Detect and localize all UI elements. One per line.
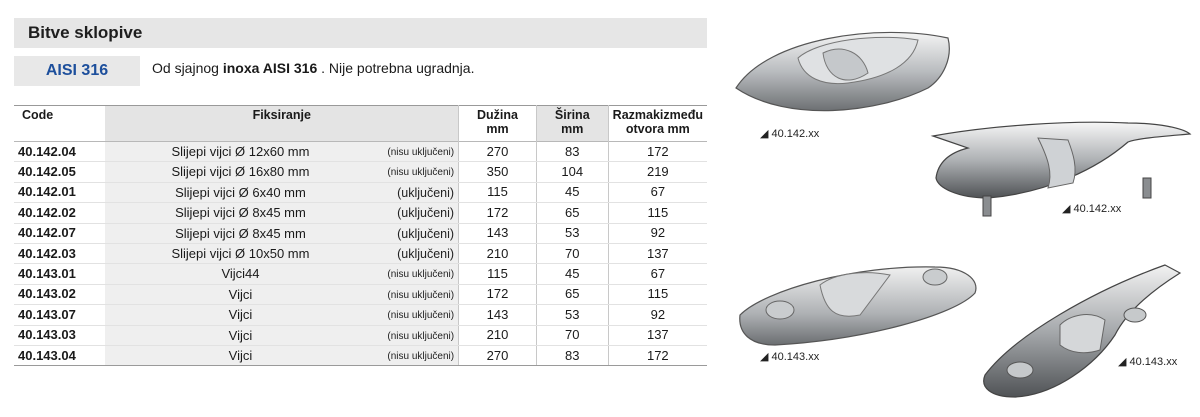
cleat-photo-top-right xyxy=(928,98,1198,243)
fixing-note: (uključeni) xyxy=(397,206,455,221)
description-prefix: Od sjajnog xyxy=(152,60,223,76)
cell-sirina: 45 xyxy=(536,264,608,284)
cell-razmak: 219 xyxy=(608,162,707,182)
cell-duzina: 270 xyxy=(459,142,537,162)
table-row xyxy=(14,284,707,304)
cell-code: 40.143.01 xyxy=(14,264,105,284)
cell-code: 40.143.03 xyxy=(14,325,105,345)
cell-code: 40.142.05 xyxy=(14,162,105,182)
fixing-note: (nisu uključeni) xyxy=(387,350,455,362)
header-duzina: Dužina mm xyxy=(459,106,537,142)
cell-duzina: 115 xyxy=(459,264,537,284)
cell-sirina: 53 xyxy=(536,305,608,325)
material-badge: AISI 316 xyxy=(14,56,140,86)
caption-top-right: ◢ 40.142.xx xyxy=(1062,203,1122,215)
table-header-row xyxy=(14,106,707,142)
cell-fiksiranje xyxy=(105,345,458,365)
spec-table xyxy=(14,105,707,366)
cell-razmak: 67 xyxy=(608,264,707,284)
caption-bottom-left-text: 40.143.xx xyxy=(771,351,820,363)
cell-sirina: 65 xyxy=(536,203,608,223)
caption-bottom-left: ◢ 40.143.xx xyxy=(760,351,820,363)
cell-razmak: 67 xyxy=(608,182,707,202)
cell-code: 40.142.01 xyxy=(14,182,105,202)
fixing-note: (uključeni) xyxy=(397,226,455,241)
cell-duzina: 350 xyxy=(459,162,537,182)
header-sirina: Širina mm xyxy=(536,106,608,142)
fixing-note: (nisu uključeni) xyxy=(387,330,455,342)
cleat-photo-bottom-right xyxy=(975,255,1195,405)
cell-sirina: 65 xyxy=(536,284,608,304)
table-row xyxy=(14,264,707,284)
cell-duzina: 270 xyxy=(459,345,537,365)
header-code: Code xyxy=(14,106,105,142)
fixing-description: Vijci xyxy=(228,347,253,363)
cell-code: 40.143.02 xyxy=(14,284,105,304)
product-description xyxy=(152,60,474,76)
cell-razmak: 172 xyxy=(608,142,707,162)
fixing-description: Slijepi vijci Ø 12x60 mm xyxy=(171,144,310,159)
cell-fiksiranje xyxy=(105,325,458,345)
fixing-description: Slijepi vijci Ø 10x50 mm xyxy=(171,245,310,261)
cell-fiksiranje xyxy=(105,284,458,304)
section-title: Bitve sklopive xyxy=(28,23,143,42)
cell-code: 40.142.07 xyxy=(14,223,105,243)
cell-sirina: 53 xyxy=(536,223,608,243)
fixing-description: Slijepi vijci Ø 16x80 mm xyxy=(171,164,310,180)
cell-sirina: 83 xyxy=(536,142,608,162)
table-row xyxy=(14,142,707,162)
fixing-description: Slijepi vijci Ø 6x40 mm xyxy=(175,184,306,200)
cell-fiksiranje xyxy=(105,305,458,325)
fixing-description: Vijci xyxy=(228,286,253,302)
cell-fiksiranje xyxy=(105,142,458,162)
table-row xyxy=(14,325,707,345)
fixing-note: (nisu uključeni) xyxy=(387,147,455,158)
cell-razmak: 172 xyxy=(608,345,707,365)
description-suffix: . Nije potrebna ugradnja. xyxy=(317,60,475,76)
cell-duzina: 115 xyxy=(459,182,537,202)
table-row xyxy=(14,243,707,263)
caption-top-right-text: 40.142.xx xyxy=(1073,203,1122,215)
cell-fiksiranje xyxy=(105,223,458,243)
cell-sirina: 70 xyxy=(536,243,608,263)
caption-bottom-right-text: 40.143.xx xyxy=(1129,356,1178,368)
table-row xyxy=(14,182,707,202)
fixing-note: (nisu uključeni) xyxy=(387,167,455,179)
caption-top-left-text: 40.142.xx xyxy=(771,128,820,140)
cleat-photo-top-left xyxy=(728,18,958,133)
fixing-description: Vijci xyxy=(228,307,253,323)
fixing-note: (nisu uključeni) xyxy=(387,310,455,322)
cell-sirina: 83 xyxy=(536,345,608,365)
header-fiksiranje: Fiksiranje xyxy=(105,106,458,142)
cell-duzina: 143 xyxy=(459,305,537,325)
table-row xyxy=(14,305,707,325)
cell-code: 40.143.07 xyxy=(14,305,105,325)
cell-duzina: 172 xyxy=(459,203,537,223)
cell-razmak: 115 xyxy=(608,203,707,223)
cell-fiksiranje xyxy=(105,182,458,202)
cell-fiksiranje xyxy=(105,243,458,263)
cell-code: 40.142.03 xyxy=(14,243,105,263)
cell-razmak: 92 xyxy=(608,305,707,325)
cell-code: 40.143.04 xyxy=(14,345,105,365)
cell-duzina: 210 xyxy=(459,243,537,263)
cell-razmak: 137 xyxy=(608,243,707,263)
cell-sirina: 104 xyxy=(536,162,608,182)
fixing-note: (nisu uključeni) xyxy=(387,269,455,281)
cell-sirina: 70 xyxy=(536,325,608,345)
fixing-note: (nisu uključeni) xyxy=(387,289,455,301)
cell-code: 40.142.02 xyxy=(14,203,105,223)
fixing-note: (uključeni) xyxy=(397,185,455,200)
caption-bottom-right: ◢ 40.143.xx xyxy=(1118,356,1178,368)
fixing-description: Slijepi vijci Ø 8x45 mm xyxy=(175,205,306,221)
table-row xyxy=(14,345,707,365)
caption-top-left: ◢ 40.142.xx xyxy=(760,128,820,140)
section-title-bar xyxy=(14,18,707,48)
table-row xyxy=(14,223,707,243)
cell-razmak: 137 xyxy=(608,325,707,345)
cell-sirina: 45 xyxy=(536,182,608,202)
cell-fiksiranje xyxy=(105,203,458,223)
cell-duzina: 172 xyxy=(459,284,537,304)
fixing-description: Vijci xyxy=(228,327,253,343)
cell-razmak: 115 xyxy=(608,284,707,304)
fixing-description: Slijepi vijci Ø 8x45 mm xyxy=(175,225,306,241)
cell-code: 40.142.04 xyxy=(14,142,105,162)
cell-fiksiranje xyxy=(105,264,458,284)
description-bold: inoxa AISI 316 xyxy=(222,60,318,76)
header-razmak: Razmakizmeđu otvora mm xyxy=(608,106,707,142)
fixing-description: Vijci44 xyxy=(221,266,260,282)
fixing-note: (uključeni) xyxy=(397,246,455,261)
cell-fiksiranje xyxy=(105,162,458,182)
cleat-photo-bottom-left xyxy=(735,255,985,350)
cell-duzina: 210 xyxy=(459,325,537,345)
cell-razmak: 92 xyxy=(608,223,707,243)
cell-duzina: 143 xyxy=(459,223,537,243)
table-row xyxy=(14,203,707,223)
table-row xyxy=(14,162,707,182)
